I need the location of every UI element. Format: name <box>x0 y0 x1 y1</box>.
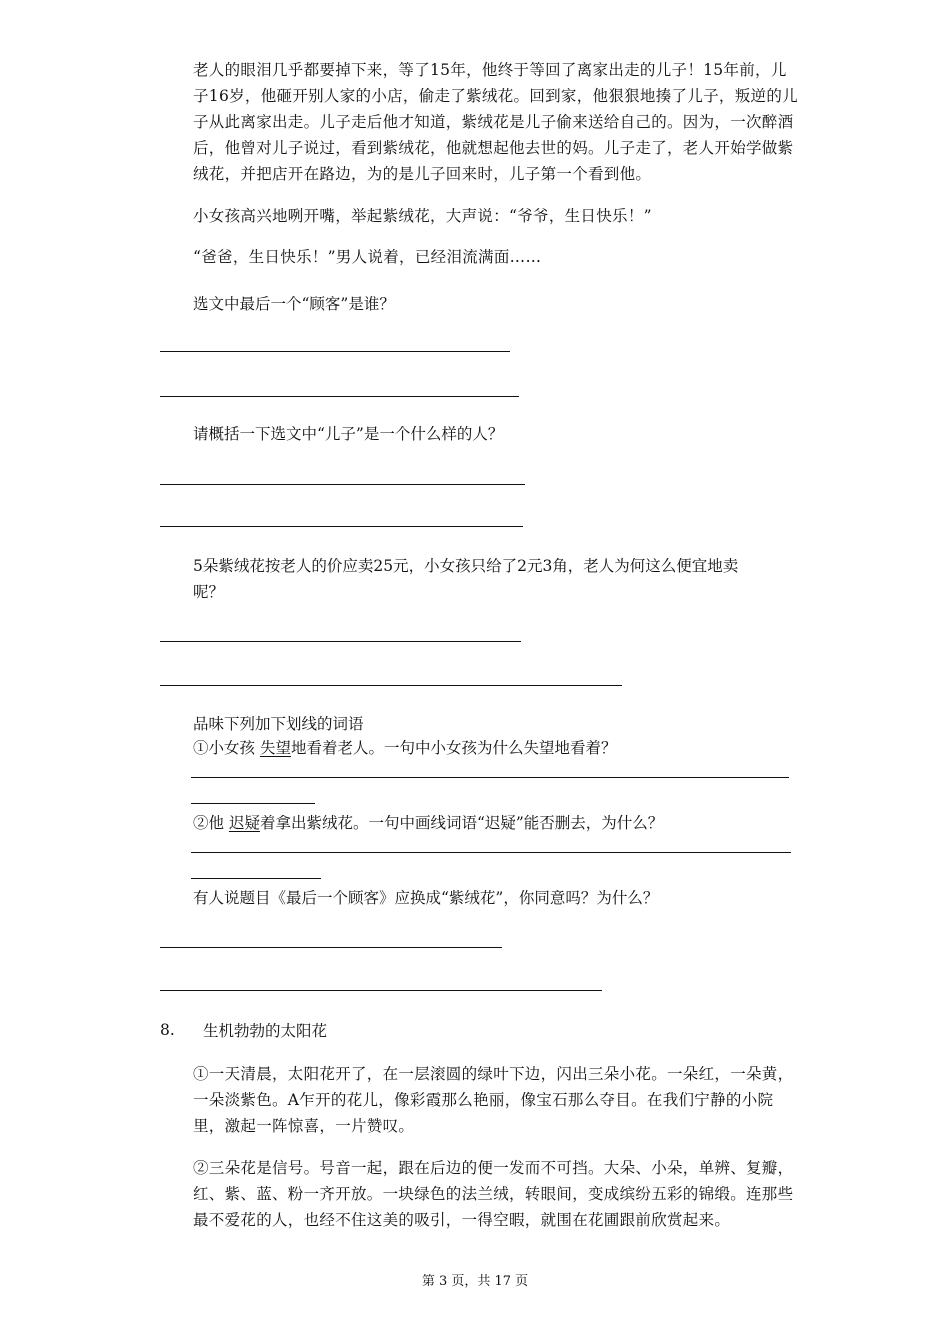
answer-line <box>160 351 510 352</box>
section-paragraph-1: ①一天清晨，太阳花开了，在一层滚圆的绿叶下边，闪出三朵小花。一朵红，一朵黄，一朵淡紫色。A乍开的花儿，像彩霞那么艳丽，像宝石那么夺目。在我们宁静的小院里，激起一阵惊喜，一片赞叹。 <box>193 1065 794 1135</box>
answer-line <box>160 396 519 397</box>
question-4b-suffix: 着拿出紫绒花。一句中画线词语“迟疑”能否删去，为什么？ <box>259 814 664 832</box>
answer-line <box>160 685 622 686</box>
underlined-word: 迟疑 <box>228 814 260 832</box>
section-title: 生机勃勃的太阳花 <box>203 1022 328 1040</box>
answer-line <box>160 484 525 485</box>
question-4b-prefix: ②他 <box>193 814 229 832</box>
answer-line <box>191 878 321 879</box>
question-5: 有人说题目《最后一个顾客》应换成“紫绒花”，你同意吗？为什么？ <box>193 889 659 907</box>
question-4a-prefix: ①小女孩 <box>193 739 260 757</box>
question-4b <box>193 810 663 836</box>
underlined-word: 失望 <box>259 739 291 757</box>
answer-line <box>191 803 315 804</box>
question-3 <box>193 553 738 605</box>
question-3-line-1: 5朵紫绒花按老人的价应卖25元，小女孩只给了2元3角，老人为何这么便宜地卖 <box>193 557 739 575</box>
page-footer: 第 3 页，共 17 页 <box>421 1274 529 1289</box>
question-1: 选文中最后一个“顾客”是谁？ <box>193 295 395 313</box>
question-3-line-2: 呢？ <box>193 583 225 601</box>
question-4a <box>193 735 616 761</box>
answer-line <box>191 777 789 778</box>
question-4-title: 品味下列加下划线的词语 <box>193 715 364 733</box>
question-2: 请概括一下选文中“儿子”是一个什么样的人？ <box>193 425 504 443</box>
answer-line <box>191 852 791 853</box>
answer-line <box>160 641 521 642</box>
question-4a-suffix: 地看着老人。一句中小女孩为什么失望地看着？ <box>290 739 617 757</box>
passage-paragraph-1: 老人的眼泪几乎都要掉下来，等了15年，他终于等回了离家出走的儿子！15年前，儿子16岁，他砸开别人家的小店，偷走了紫绒花。回到家，他狠狠地揍了儿子，叛逆的儿子从此离家出走。儿子走后他才知道，紫绒花是儿子偷来送给自己的。因为，一次醉酒后，他曾对儿子说过，看到紫绒花，他就想起他去世的妈。儿子走了，老人开始学做紫绒花，并把店开在路边，为的是儿子回来时，儿子第一个看到他。 <box>193 61 798 183</box>
passage-paragraph-2: 小女孩高兴地咧开嘴，举起紫绒花，大声说：“爷爷，生日快乐！” <box>193 207 652 225</box>
answer-line <box>160 526 523 527</box>
passage-paragraph-3: “爸爸，生日快乐！”男人说着，已经泪流满面…… <box>193 248 542 266</box>
section-paragraph-2: ②三朵花是信号。号音一起，跟在后边的便一发而不可挡。大朵、小朵，单辨、复瓣，红、紫、蓝、粉一齐开放。一块绿色的法兰绒，转眼间，变成缤纷五彩的锦缎。连那些最不爱花的人，也经不住这美的吸引，一得空暇，就围在花圃跟前欣赏起来。 <box>193 1159 794 1229</box>
answer-line <box>160 947 502 948</box>
section-number: 8. <box>160 1021 175 1039</box>
answer-line <box>160 990 602 991</box>
